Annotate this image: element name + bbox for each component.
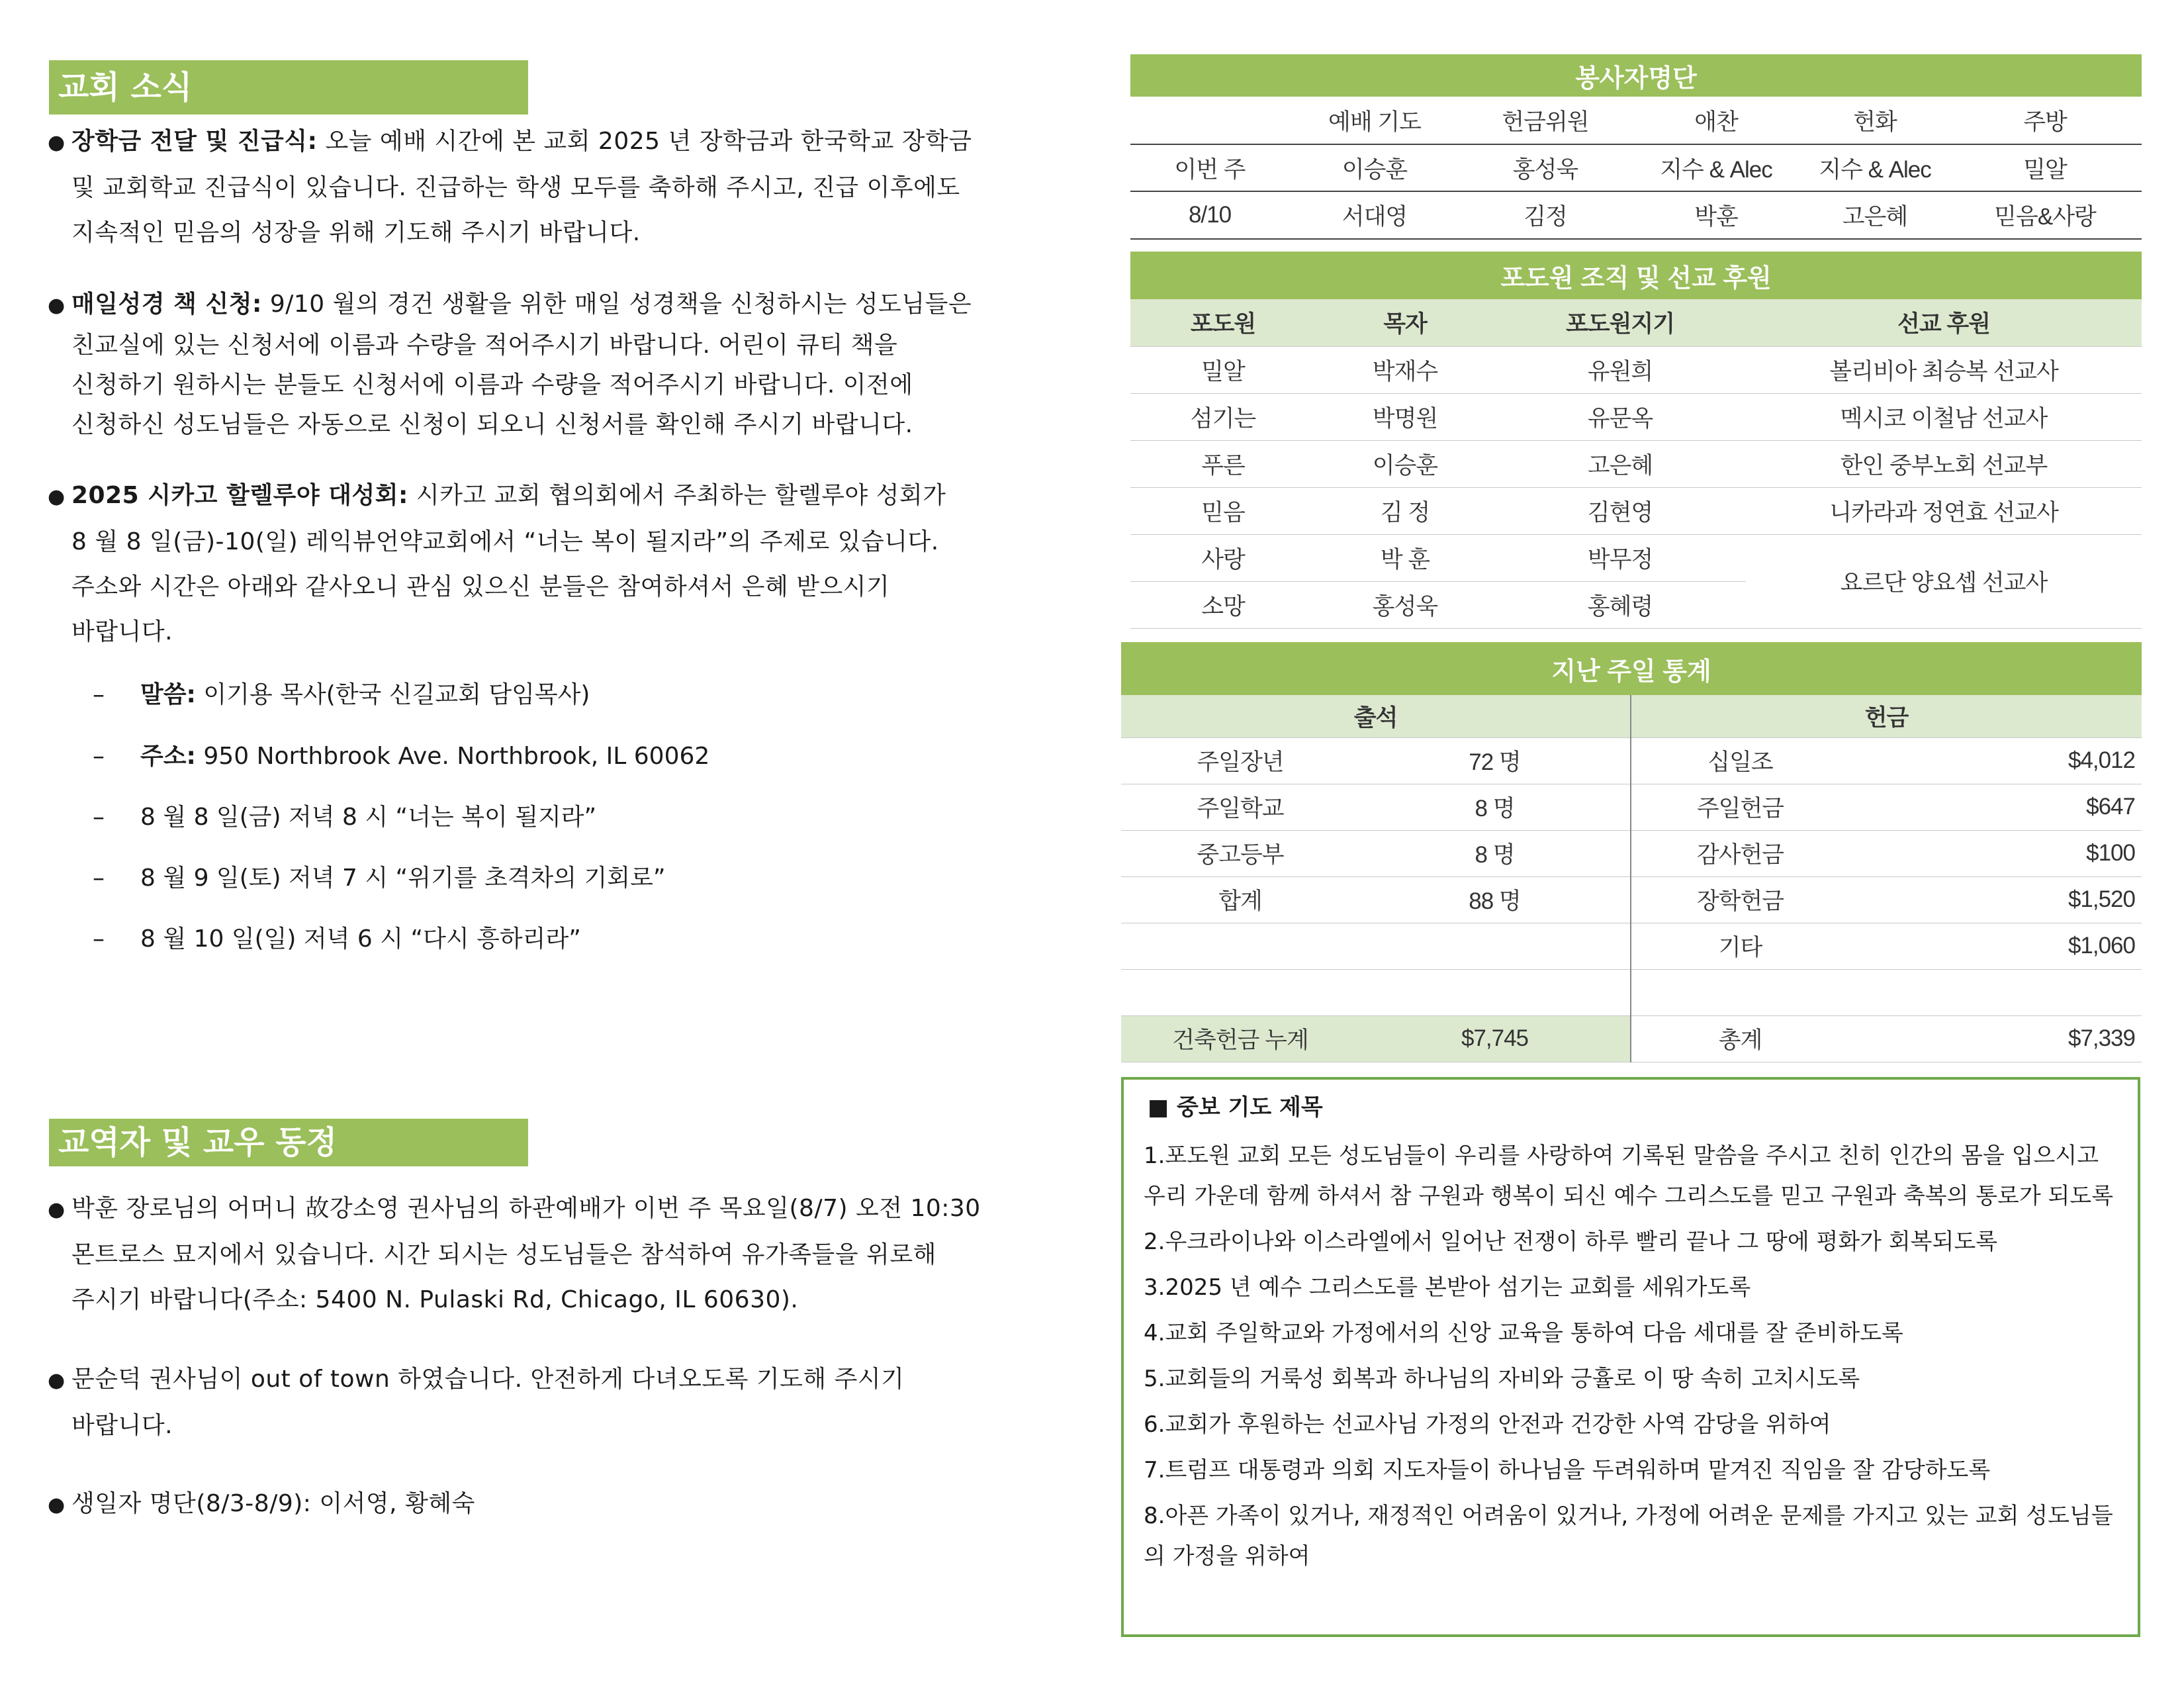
stats-cell [1631, 969, 1849, 1015]
bullet-icon: ● [48, 1198, 66, 1221]
vineyard-cell: 한인 중부노회 선교부 [1746, 440, 2142, 487]
vineyard-cell: 이승훈 [1316, 440, 1494, 487]
stats-cell: 주일헌금 [1631, 784, 1849, 830]
stats-cell: 88 명 [1359, 876, 1631, 923]
news-item-bible [48, 285, 1060, 445]
sub-item-address: – 주소: 950 Northbrook Ave. Northbrook, IL 60062 [93, 743, 710, 770]
news-item-label: 장학금 전달 및 진급식: [71, 128, 318, 155]
volunteer-header: 예배 기도 [1289, 97, 1460, 144]
vineyard-cell: 사랑 [1130, 534, 1316, 581]
table-row [1130, 346, 2142, 393]
offering-header: 헌금 [1631, 695, 2142, 737]
volunteer-cell: 믿음&사랑 [1948, 191, 2142, 239]
members-item-text: 문순덕 권사님이 out of town 하였습니다. 안전하게 다녀오도록 기도해 주시기 [71, 1366, 905, 1393]
news-item-text: 시카고 교회 협의회에서 주최하는 할렐루야 성회가 [416, 482, 946, 509]
volunteer-table-title: 봉사자명단 [1130, 54, 2142, 97]
table-row [1121, 737, 2142, 784]
square-bullet-icon: ■ [1148, 1094, 1177, 1121]
prayer-list [1144, 1136, 2123, 1582]
news-item-text: 지속적인 믿음의 성장을 위해 기도해 주시기 바랍니다. [71, 219, 641, 246]
vineyard-cell: 홍성욱 [1316, 581, 1494, 628]
bullet-icon: ● [48, 294, 66, 317]
sub-item-schedule: – 8 월 8 일(금) 저녁 8 시 “너는 복이 될지라” [93, 804, 597, 831]
sub-item-text: 8 월 10 일(일) 저녁 6 시 “다시 흥하리라” [140, 925, 581, 953]
stats-cell: 중고등부 [1121, 830, 1359, 876]
vineyard-cell: 박무정 [1494, 534, 1746, 581]
stats-cell: $100 [1849, 830, 2142, 876]
news-item-label: 매일성경 책 신청: [71, 291, 262, 318]
sub-item-text: 8 월 9 일(토) 저녁 7 시 “위기를 초격차의 기회로” [140, 865, 666, 892]
list-item: 4.교회 주일학교와 가정에서의 신앙 교육을 통하여 다음 세대를 잘 준비하도록 [1144, 1320, 1903, 1346]
stats-cell: 장학헌금 [1631, 876, 1849, 923]
stats-cell: 8 명 [1359, 830, 1631, 876]
stats-cell: 주일학교 [1121, 784, 1359, 830]
stats-cell: $647 [1849, 784, 2142, 830]
members-item-text: 생일자 명단(8/3-8/9): 이서영, 황혜숙 [71, 1490, 475, 1517]
volunteer-cell: 이번 주 [1130, 144, 1289, 191]
vineyard-header: 선교 후원 [1746, 299, 2142, 346]
table-row [1130, 393, 2142, 440]
table-row [1130, 144, 2142, 191]
list-item: 7.트럼프 대통령과 의회 지도자들이 하나님을 두려워하며 맡겨진 직임을 잘 감당하도록 [1144, 1457, 1991, 1483]
vineyard-cell: 밀알 [1130, 346, 1316, 393]
sub-item-label: 주소: [140, 743, 196, 770]
news-item-hallelujah [48, 473, 1060, 655]
list-item: 5.교회들의 거룩성 회복과 하나님의 자비와 긍휼로 이 땅 속히 고치시도록 [1144, 1366, 1860, 1392]
stats-cell: $1,520 [1849, 876, 2142, 923]
stats-cell: 72 명 [1359, 737, 1631, 784]
news-item-text: 주소와 시간은 아래와 같사오니 관심 있으신 분들은 참여하셔서 은혜 받으시기 [71, 573, 890, 600]
table-row [1130, 534, 2142, 581]
vineyard-cell: 푸른 [1130, 440, 1316, 487]
sub-item-label: 말씀: [140, 681, 196, 708]
list-item: 6.교회가 후원하는 선교사님 가정의 안전과 건강한 사역 감당을 위하여 [1144, 1411, 1831, 1438]
vineyard-header: 목자 [1316, 299, 1494, 346]
volunteer-cell: 8/10 [1130, 191, 1289, 239]
news-item-text: 신청하기 원하시는 분들도 신청서에 이름과 수량을 적어주시기 바랍니다. 이전에 [71, 371, 913, 399]
news-item-label: 2025 시카고 할렐루야 대성회: [71, 482, 408, 509]
stats-cell [1121, 969, 1359, 1015]
volunteer-table [1130, 54, 2142, 240]
stats-cell: 총계 [1631, 1015, 1849, 1062]
vineyard-cell: 니카라과 정연효 선교사 [1746, 487, 2142, 534]
table-row [1121, 784, 2142, 830]
prayer-title [1148, 1088, 1323, 1127]
volunteer-cell: 박훈 [1631, 191, 1801, 239]
vineyard-cell: 박재수 [1316, 346, 1494, 393]
news-item-scholarship [48, 119, 1060, 256]
vineyard-cell: 박명원 [1316, 393, 1494, 440]
stats-cell: $7,745 [1359, 1015, 1631, 1062]
table-row [1121, 1015, 2142, 1062]
vineyard-cell: 김 정 [1316, 487, 1494, 534]
stats-cell: 건축헌금 누계 [1121, 1015, 1359, 1062]
stats-cell: 기타 [1631, 923, 1849, 969]
members-item-birthday [48, 1481, 1060, 1528]
sub-item-text: 이기용 목사(한국 신길교회 담임목사) [203, 681, 590, 708]
stats-cell: 감사헌금 [1631, 830, 1849, 876]
table-row [1121, 876, 2142, 923]
stats-cell: 합계 [1121, 876, 1359, 923]
bullet-icon: ● [48, 485, 66, 508]
news-item-text: 신청하신 성도님들은 자동으로 신청이 되오니 신청서를 확인해 주시기 바랍니다. [71, 411, 913, 438]
volunteer-cell: 홍성욱 [1460, 144, 1631, 191]
list-item: 8.아픈 가족이 있거나, 재정적인 어려움이 있거나, 가정에 어려운 문제를 가지고 있는 교회 성도님들의 가정을 위하여 [1144, 1503, 2113, 1570]
bullet-icon: ● [48, 131, 66, 154]
bullet-icon: ● [48, 1369, 66, 1392]
table-row [1130, 191, 2142, 239]
sub-item-text: 8 월 8 일(금) 저녁 8 시 “너는 복이 될지라” [140, 804, 597, 831]
list-item: 1.포도원 교회 모든 성도님들이 우리를 사랑하여 기록된 말씀을 주시고 친히 인간의 몸을 입으시고 우리 가운데 함께 하셔서 참 구원과 행복이 되신 예수 그리스도를 믿고 구원과 축복의 통로가 되도록 [1144, 1143, 2114, 1209]
volunteer-cell: 지수 & Alec [1631, 144, 1801, 191]
vineyard-header: 포도원 [1130, 299, 1316, 346]
volunteer-cell: 김정 [1460, 191, 1631, 239]
vineyard-cell: 섬기는 [1130, 393, 1316, 440]
vineyard-cell: 김현영 [1494, 487, 1746, 534]
members-item-text: 바랍니다. [71, 1412, 173, 1439]
table-row [1121, 923, 2142, 969]
news-item-text: 친교실에 있는 신청서에 이름과 수량을 적어주시기 바랍니다. 어린이 큐티 책을 [71, 332, 898, 359]
news-section-title: 교회 소식 [49, 60, 528, 115]
prayer-title-text: 중보 기도 제목 [1176, 1094, 1323, 1121]
sub-item-text: 950 Northbrook Ave. Northbrook, IL 60062 [203, 743, 710, 770]
sub-item-schedule: – 8 월 10 일(일) 저녁 6 시 “다시 흥하리라” [93, 925, 581, 953]
vineyard-cell: 고은혜 [1494, 440, 1746, 487]
volunteer-header: 헌화 [1801, 97, 1948, 144]
table-row [1130, 440, 2142, 487]
vineyard-cell: 믿음 [1130, 487, 1316, 534]
stats-cell [1359, 969, 1631, 1015]
members-item-text: 박훈 장로님의 어머니 故강소영 권사님의 하관예배가 이번 주 목요일(8/7) 오전 10:30 [71, 1195, 981, 1222]
volunteer-cell: 밀알 [1948, 144, 2142, 191]
stats-cell: 십일조 [1631, 737, 1849, 784]
table-row [1130, 487, 2142, 534]
list-item: 3.2025 년 예수 그리스도를 본받아 섬기는 교회를 세워가도록 [1144, 1274, 1751, 1301]
table-row [1121, 969, 2142, 1015]
vineyard-table [1130, 252, 2142, 629]
news-item-text: 바랍니다. [71, 618, 173, 645]
stats-cell: $4,012 [1849, 737, 2142, 784]
vineyard-cell: 유문옥 [1494, 393, 1746, 440]
vineyard-table-title: 포도원 조직 및 선교 후원 [1130, 252, 2142, 299]
members-item-funeral [48, 1186, 1060, 1323]
stats-cell: 8 명 [1359, 784, 1631, 830]
stats-cell [1121, 923, 1359, 969]
vineyard-cell: 홍혜령 [1494, 581, 1746, 628]
volunteer-header [1130, 97, 1289, 144]
volunteer-header: 애찬 [1631, 97, 1801, 144]
sub-item-speaker: – 말씀: 이기용 목사(한국 신길교회 담임목사) [93, 681, 590, 708]
vineyard-cell: 소망 [1130, 581, 1316, 628]
stats-table-title: 지난 주일 통계 [1121, 642, 2142, 695]
news-item-text: 9/10 월의 경건 생활을 위한 매일 성경책을 신청하시는 성도님들은 [269, 291, 972, 318]
prayer-box [1121, 1077, 2140, 1637]
members-item-travel [48, 1357, 1060, 1448]
stats-table [1121, 642, 2142, 1062]
volunteer-header: 주방 [1948, 97, 2142, 144]
news-item-text: 오늘 예배 시간에 본 교회 2025 년 장학금과 한국학교 장학금 [325, 128, 972, 155]
members-section-title: 교역자 및 교우 동정 [49, 1119, 528, 1166]
volunteer-cell: 이승훈 [1289, 144, 1460, 191]
volunteer-cell: 고은혜 [1801, 191, 1948, 239]
stats-cell: $7,339 [1849, 1015, 2142, 1062]
volunteer-cell: 지수 & Alec [1801, 144, 1948, 191]
stats-cell [1849, 969, 2142, 1015]
vineyard-cell: 멕시코 이철남 선교사 [1746, 393, 2142, 440]
bullet-icon: ● [48, 1493, 66, 1517]
attendance-header: 출석 [1121, 695, 1631, 737]
table-row [1121, 830, 2142, 876]
stats-cell: 주일장년 [1121, 737, 1359, 784]
news-item-text: 및 교회학교 진급식이 있습니다. 진급하는 학생 모두를 축하해 주시고, 진급 이후에도 [71, 174, 960, 201]
vineyard-cell: 볼리비아 최승복 선교사 [1746, 346, 2142, 393]
volunteer-header: 헌금위원 [1460, 97, 1631, 144]
news-item-text: 8 월 8 일(금)-10(일) 레익뷰언약교회에서 “너는 복이 될지라”의 주제로 있습니다. [71, 528, 939, 555]
volunteer-cell: 서대영 [1289, 191, 1460, 239]
list-item: 2.우크라이나와 이스라엘에서 일어난 전쟁이 하루 빨리 끝나 그 땅에 평화가 회복되도록 [1144, 1229, 1998, 1255]
vineyard-cell: 유원희 [1494, 346, 1746, 393]
stats-cell [1359, 923, 1631, 969]
stats-cell: $1,060 [1849, 923, 2142, 969]
vineyard-cell: 요르단 양요셉 선교사 [1746, 534, 2142, 628]
members-item-text: 몬트로스 묘지에서 있습니다. 시간 되시는 성도님들은 참석하여 유가족들을 위로해 [71, 1241, 936, 1268]
vineyard-cell: 박 훈 [1316, 534, 1494, 581]
vineyard-header: 포도원지기 [1494, 299, 1746, 346]
sub-item-schedule: – 8 월 9 일(토) 저녁 7 시 “위기를 초격차의 기회로” [93, 865, 666, 892]
members-item-text: 주시기 바랍니다(주소: 5400 N. Pulaski Rd, Chicago, IL 60630). [71, 1286, 799, 1313]
